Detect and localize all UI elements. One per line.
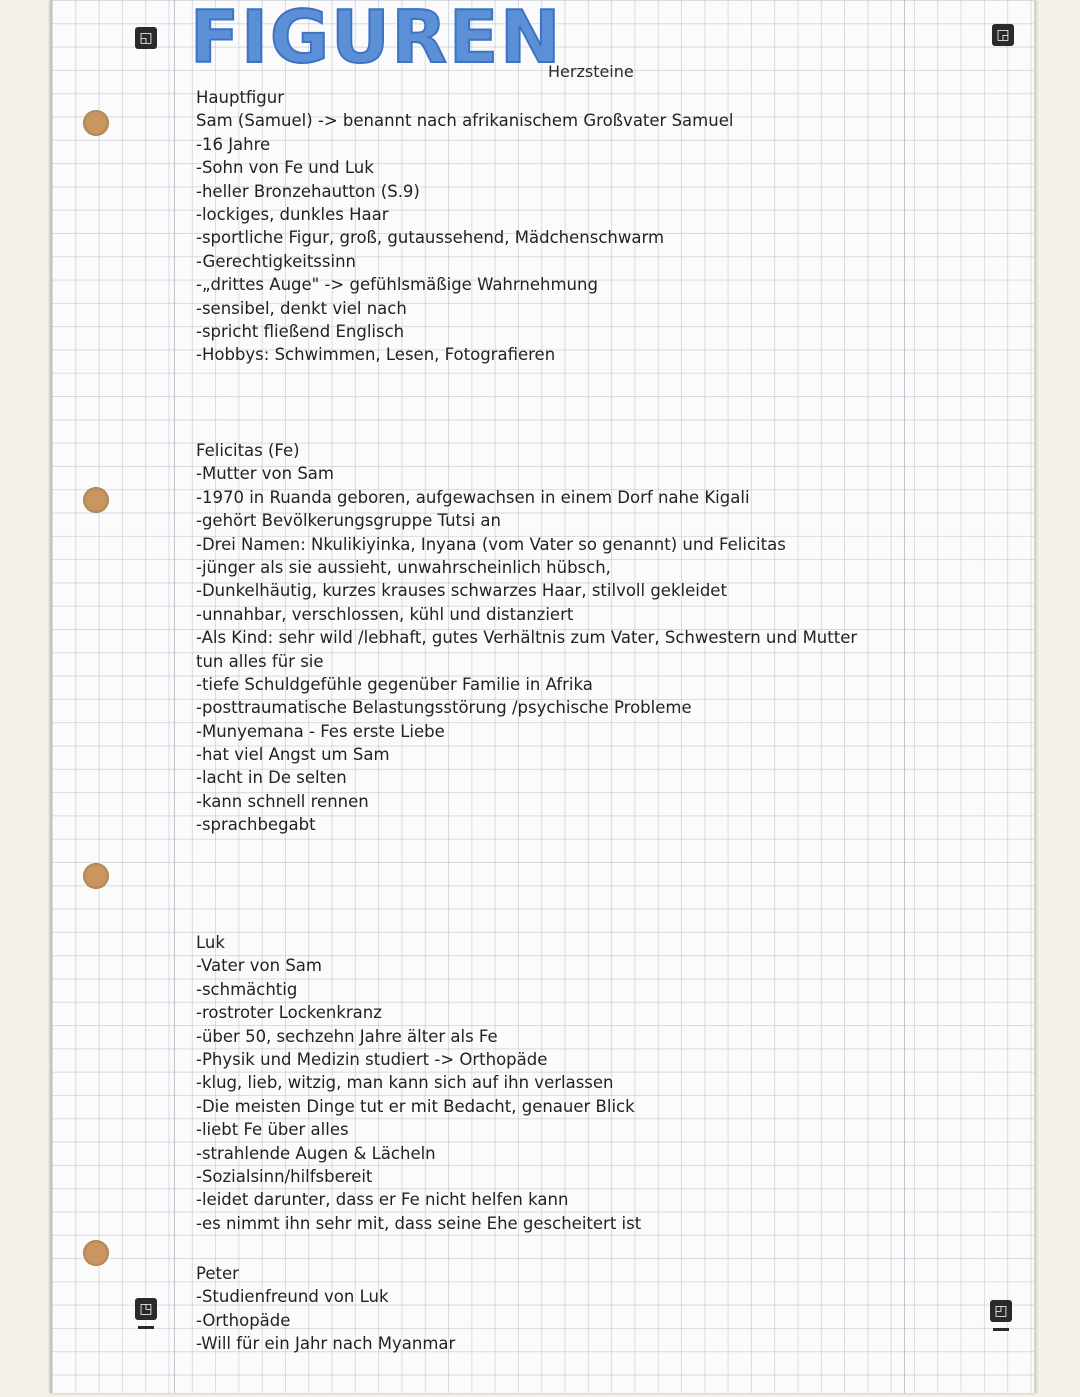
note-line: -posttraumatische Belastungsstörung /psychische Probleme [196,698,692,718]
note-line: -es nimmt ihn sehr mit, dass seine Ehe gescheitert ist [196,1213,642,1233]
corner-bar [993,1328,1009,1331]
note-line: -Sohn von Fe und Luk [196,158,374,178]
punch-hole [83,110,109,136]
note-line: -Gerechtigkeitssinn [196,251,356,271]
corner-marker-icon: ◲ [992,24,1014,46]
note-line: -Hobbys: Schwimmen, Lesen, Fotografieren [196,345,556,365]
corner-bar [138,1326,154,1329]
section-heading: Peter [196,1264,239,1283]
section-heading: Hauptfigur [196,88,285,107]
margin-line-right [904,0,905,1393]
note-line: -kann schnell rennen [196,791,369,811]
note-line: -jünger als sie aussieht, unwahrscheinlich hübsch, [196,557,611,577]
note-line: -schmächtig [196,979,298,999]
section-peter [196,1262,455,1356]
section-sam [196,86,733,367]
note-line: -Sozialsinn/hilfsbereit [196,1166,373,1186]
note-line: -spricht fließend Englisch [196,321,405,341]
note-line: -Dunkelhäutig, kurzes krauses schwarzes Haar, stilvoll gekleidet [196,581,727,601]
note-line: -Mutter von Sam [196,464,334,484]
corner-marker-icon: ◳ [135,1298,157,1320]
punch-hole [83,487,109,513]
note-line: -rostroter Lockenkranz [196,1003,382,1023]
note-line: -sprachbegabt [196,815,316,835]
note-line: -Physik und Medizin studiert -> Orthopäde [196,1049,548,1069]
note-line: -hat viel Angst um Sam [196,745,390,765]
note-line: -Orthopäde [196,1310,291,1330]
note-line: -16 Jahre [196,134,271,154]
note-line: -leidet darunter, dass er Fe nicht helfen kann [196,1190,569,1210]
note-line: -klug, lieb, witzig, man kann sich auf ihn verlassen [196,1073,614,1093]
note-line: -Will für ein Jahr nach Myanmar [196,1334,456,1354]
note-line: -Studienfreund von Luk [196,1287,389,1307]
note-line: -lockiges, dunkles Haar [196,204,389,224]
punch-hole [83,1240,109,1266]
note-line: -Die meisten Dinge tut er mit Bedacht, genauer Blick [196,1096,635,1116]
note-line: Sam (Samuel) -> benannt nach afrikanischem Großvater Samuel [196,111,734,131]
note-line: -heller Bronzehautton (S.9) [196,181,420,201]
page-subtitle: Herzsteine [548,62,634,81]
note-line: -sensibel, denkt viel nach [196,298,407,318]
note-line: -sportliche Figur, groß, gutaussehend, Mädchenschwarm [196,228,665,248]
note-line: -1970 in Ruanda geboren, aufgewachsen in einem Dorf nahe Kigali [196,487,750,507]
note-line: -Drei Namen: Nkulikiyinka, Inyana (vom Vater so genannt) und Felicitas [196,534,786,554]
margin-line-left [174,0,175,1393]
section-felicitas [196,439,857,837]
note-line: -strahlende Augen & Lächeln [196,1143,436,1163]
note-line: -Vater von Sam [196,956,322,976]
note-line: -gehört Bevölkerungsgruppe Tutsi an [196,511,501,531]
note-line: -unnahbar, verschlossen, kühl und distanziert [196,604,574,624]
note-line: -„drittes Auge" -> gefühlsmäßige Wahrnehmung [196,275,598,295]
section-heading: Luk [196,933,225,952]
section-heading: Felicitas (Fe) [196,441,300,460]
note-line: -liebt Fe über alles [196,1120,349,1140]
section-luk [196,931,641,1235]
note-line: tun alles für sie [196,651,324,671]
corner-marker-icon: ◰ [990,1300,1012,1322]
note-line: -lacht in De selten [196,768,347,788]
note-line: -über 50, sechzehn Jahre älter als Fe [196,1026,498,1046]
page-title: FIGUREN [190,0,563,79]
punch-hole [83,863,109,889]
note-line: -tiefe Schuldgefühle gegenüber Familie in Afrika [196,674,593,694]
note-line: -Als Kind: sehr wild /lebhaft, gutes Verhältnis zum Vater, Schwestern und Mutter [196,628,858,648]
corner-marker-icon: ◱ [135,27,157,49]
note-line: -Munyemana - Fes erste Liebe [196,721,445,741]
